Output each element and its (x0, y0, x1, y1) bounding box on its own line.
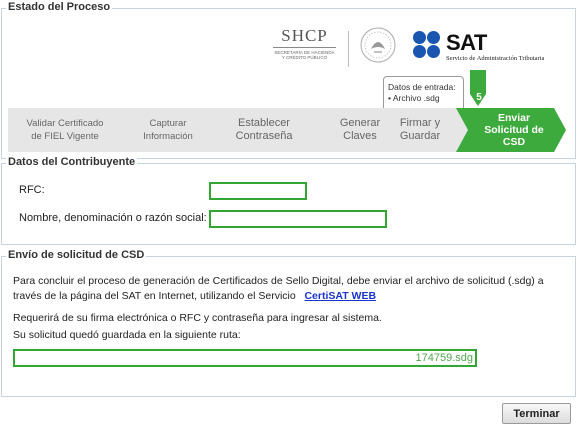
shcp-logo: SHCP SECRETARÍA DE HACIENDA Y CRÉDITO PÚBLICO (274, 26, 335, 60)
callout-title: Datos de entrada: (388, 82, 456, 92)
step-firmar-guardar: Firmar y Guardar (360, 108, 470, 152)
process-stepper (8, 108, 568, 152)
logo-divider (348, 31, 349, 67)
input-data-callout (383, 76, 464, 111)
terminar-button[interactable]: Terminar (502, 403, 571, 424)
step-capturar-informacion: Capturar Información (108, 108, 218, 152)
rfc-label: RFC: (19, 184, 45, 196)
certisat-web-link[interactable]: CertiSAT WEB (304, 290, 377, 302)
sat-logo: SAT Servicio de Administración Tributaria (413, 31, 578, 71)
nombre-label: Nombre, denominación o razón social: (19, 212, 207, 224)
taxpayer-data-section (1, 156, 576, 245)
step-validar-certificado: Validar Certificado de FIEL Vigente (8, 108, 122, 152)
process-status-legend: Estado del Proceso (8, 1, 111, 13)
current-step-number: 5 (476, 92, 482, 103)
instructions-paragraph: Para concluir el proceso de generación de Certificados de Sello Digital, debe enviar el archivo de solicitud (.sdg) a través de la página del SAT en Internet, utilizando el Servicio CertiSAT WEB (13, 275, 544, 302)
saved-path-label: Su solicitud quedó guardada en la siguiente ruta: (13, 329, 241, 341)
saved-path-field[interactable]: 174759.sdg (13, 349, 477, 367)
taxpayer-data-legend: Datos del Contribuyente (8, 156, 136, 168)
csd-request-legend: Envío de solicitud de CSD (8, 249, 145, 261)
step-generar-claves: Generar Claves (300, 108, 410, 152)
csd-request-section (1, 249, 576, 397)
nombre-input[interactable] (209, 210, 387, 228)
step-establecer-contrasena: Establecer Contraseña (204, 108, 314, 152)
signature-requirement-text: Requerirá de su firma electrónica o RFC y contraseña para ingresar al sistema. (13, 312, 382, 324)
national-seal-logo (359, 25, 397, 65)
step-enviar-solicitud-active: Enviar Solicitud de CSD (456, 108, 566, 152)
rfc-input[interactable] (209, 182, 307, 200)
callout-item: • Archivo .sdg (388, 93, 440, 103)
